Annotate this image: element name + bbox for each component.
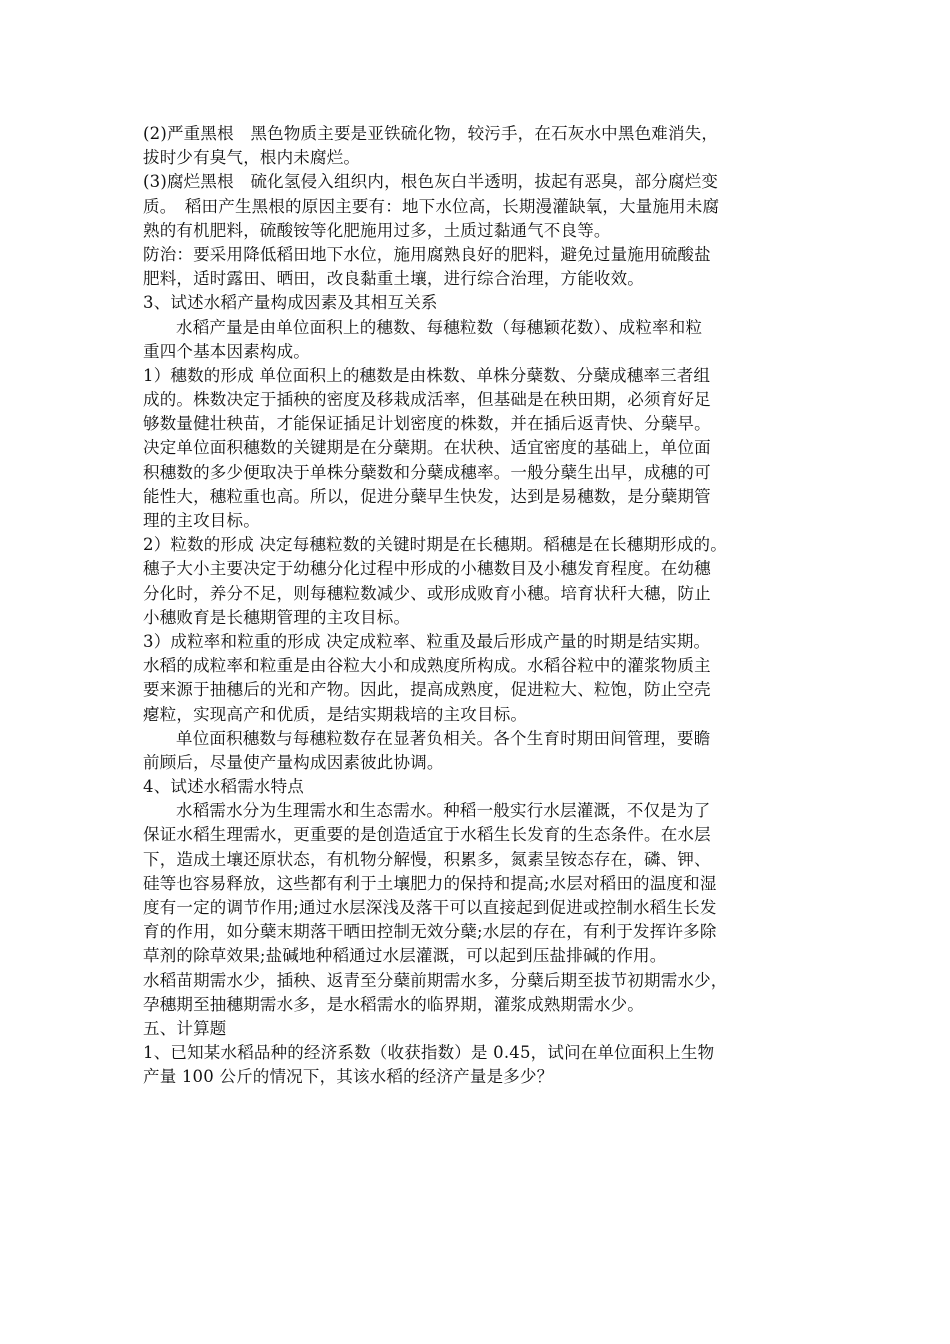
- text-line: (2)严重黑根 黑色物质主要是亚铁硫化物，较污手，在石灰水中黑色难消失，: [143, 124, 719, 143]
- text-line: 下，造成土壤还原状态，有机物分解慢，积累多，氮素呈铵态存在，磷、钾、: [143, 849, 711, 869]
- text-line: 草剂的除草效果;盐碱地种稻通过水层灌溉，可以起到压盐排碱的作用。: [143, 946, 667, 966]
- text-line: 2）粒数的形成 决定每穗粒数的关键时期是在长穗期。稻穗是在长穗期形成的。: [143, 535, 727, 555]
- text-line: 质。 稻田产生黑根的原因主要有：地下水位高，长期漫灌缺氧，大量施用未腐: [143, 196, 720, 216]
- text-line: 水稻的成粒率和粒重是由谷粒大小和成熟度所构成。水稻谷粒中的灌浆物质主: [143, 656, 711, 676]
- text-line: 重四个基本因素构成。: [143, 341, 310, 361]
- text-line: 理的主攻目标。: [143, 511, 260, 530]
- text-line: 防治：要采用降低稻田地下水位，施用腐熟良好的肥料，避免过量施用硫酸盐: [143, 244, 711, 264]
- text-line: 熟的有机肥料，硫酸铵等化肥施用过多，土质过黏通气不良等。: [143, 220, 611, 240]
- text-line: 肥料，适时露田、晒田，改良黏重土壤，进行综合治理，方能收效。: [143, 269, 644, 289]
- text-line: 孕穗期至抽穗期需水多，是水稻需水的临界期，灌浆成熟期需水少。: [143, 994, 644, 1014]
- section-heading: 4、试述水稻需水特点: [143, 777, 304, 797]
- text-line: 小穗败育是长穗期管理的主攻目标。: [143, 607, 411, 627]
- text-line: 瘪粒，实现高产和优质，是结实期栽培的主攻目标。: [143, 704, 528, 724]
- text-line: 能性大，穗粒重也高。所以，促进分蘖早生快发，达到是易穗数，是分蘖期管: [143, 486, 711, 506]
- text-line: 度有一定的调节作用;通过水层深浅及落干可以直接起到促进或控制水稻生长发: [143, 898, 717, 917]
- text-line: 产量 100 公斤的情况下，其该水稻的经济产量是多少？: [143, 1067, 554, 1087]
- text-line: 育的作用，如分蘖末期落干晒田控制无效分蘖;水层的存在，有利于发挥许多除: [143, 922, 717, 942]
- text-line: 穗子大小主要决定于幼穗分化过程中形成的小穗数目及小穗发育程度。在幼穗: [143, 559, 711, 579]
- text-line: 水稻需水分为生理需水和生态需水。种稻一般实行水层灌溉，不仅是为了: [176, 801, 711, 821]
- text-line: 水稻苗期需水少，插秧、返青至分蘖前期需水多，分蘖后期至拔节初期需水少，: [143, 970, 728, 990]
- text-line: 1）穗数的形成 单位面积上的穗数是由株数、单株分蘖数、分蘖成穗率三者组: [143, 365, 711, 385]
- text-line: 分化时，养分不足，则每穗粒数减少、或形成败育小穗。培育状秆大穗，防止: [143, 583, 711, 603]
- text-line: 3）成粒率和粒重的形成 决定成粒率、粒重及最后形成产量的时期是结实期。: [143, 631, 711, 651]
- section-heading: 3、试述水稻产量构成因素及其相互关系: [143, 293, 438, 313]
- text-line: 够数量健壮秧苗，才能保证插足计划密度的株数，并在插后返青快、分蘖早。: [143, 414, 711, 434]
- text-line: 前顾后，尽量使产量构成因素彼此协调。: [143, 752, 444, 772]
- text-line: 硅等也容易释放，这些都有利于土壤肥力的保持和提高;水层对稻田的温度和湿: [143, 873, 717, 893]
- text-line: 决定单位面积穗数的关键期是在分蘖期。在状秧、适宜密度的基础上，单位面: [143, 438, 711, 458]
- text-line: 水稻产量是由单位面积上的穗数、每穗粒数（每穗颖花数）、成粒率和粒: [176, 317, 703, 337]
- section-heading: 五、计算题: [143, 1018, 227, 1038]
- text-line: 成的。株数决定于插秧的密度及移栽成活率，但基础是在秧田期，必须育好足: [143, 390, 711, 410]
- text-line: (3)腐烂黑根 硫化氢侵入组织内，根色灰白半透明，拔起有恶臭，部分腐烂变: [143, 172, 719, 192]
- text-line: 单位面积穗数与每穗粒数存在显著负相关。各个生育时期田间管理，要瞻: [176, 728, 711, 748]
- text-line: 1、已知某水稻品种的经济系数（收获指数）是 0.45，试问在单位面积上生物: [143, 1043, 715, 1063]
- text-line: 拔时少有臭气，根内未腐烂。: [143, 148, 361, 168]
- text-line: 要来源于抽穗后的光和产物。因此，提高成熟度，促进粒大、粒饱，防止空壳: [143, 680, 711, 700]
- text-line: 保证水稻生理需水，更重要的是创造适宜于水稻生长发育的生态条件。在水层: [143, 825, 711, 845]
- text-line: 积穗数的多少便取决于单株分蘖数和分蘖成穗率。一般分蘖生出早，成穗的可: [143, 462, 711, 482]
- document-body: [143, 122, 813, 1090]
